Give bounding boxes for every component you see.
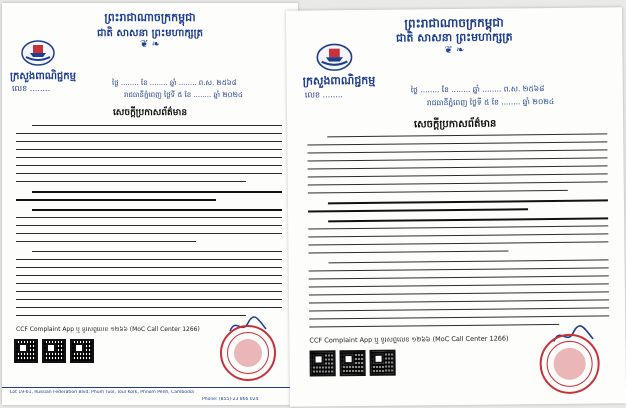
date-solar: រាជធានីភ្នំពេញ ថ្ងៃទី ៥ ខែ ........ ឆ្នាំ ២០២៤ [426,96,555,108]
qr-code-icon [70,339,94,363]
complaint-app-line: CCF Complaint App ឬ ទូរសព្ទលេខ ១២៦៦ (MoC Call Center 1266) [309,334,509,345]
qr-code-icon [14,339,38,363]
reference-number: លេខ ........ [12,84,51,93]
qr-code-icon [309,350,335,376]
footer-phone: Phone: (855)-23 866 024 [202,397,259,402]
ministry-name: ក្រសួងពាណិជ្ជកម្ម [302,73,376,88]
date-solar: រាជធានីភ្នំពេញ ថ្ងៃទី ៥ ខែ ........ ឆ្នាំ ២០២៤ [124,91,243,99]
footer-address: Lot 19-61, Russian Federation Blvd, Phum Tuol, Toul Kork, Phnom Penh, Cambodia [10,390,194,395]
qr-code-icon [339,350,365,376]
complaint-app-line: CCF Complaint App ឬ ទូរសព្ទលេខ ១២៦៦ (MoC Call Center 1266) [16,326,200,333]
ornament-icon: ❦ ❧ [140,39,160,50]
kingdom-heading: ព្រះរាជាណាចក្រកម្ពុជា [104,11,196,24]
motto-heading: ជាតិ សាសនា ព្រះមហាក្សត្រ [395,30,513,45]
qr-code-icon [42,339,66,363]
motto-heading: ជាតិ សាសនា ព្រះមហាក្សត្រ [97,28,203,39]
official-seal-icon [220,325,276,381]
reference-number: លេខ ........ [304,90,343,100]
date-lunar: ថ្ងៃ ........ ខែ ........ ឆ្នាំ ........ ព.ស. ២៥៦៨ [410,84,545,95]
qr-code-icon [369,350,395,376]
ministry-logo-icon [20,39,56,67]
body-text-lines [286,7,622,11]
document-page-right [286,7,626,406]
ornament-icon: ❦ ❧ [444,44,465,57]
ministry-logo-icon [314,42,354,72]
document-title: សេចក្ដីប្រកាសព័ត៌មាន [112,108,188,118]
official-seal-icon [539,334,600,395]
document-page-left [2,3,298,405]
date-lunar: ថ្ងៃ ........ ខែ ........ ឆ្នាំ ........ ព.ស. ២៥៦៨ [112,79,237,87]
document-title: សេចក្ដីប្រកាសព័ត៌មាន [413,118,497,131]
ministry-name: ក្រសួងពាណិជ្ជកម្ម [10,71,76,82]
kingdom-heading: ព្រះរាជាណាចក្រកម្ពុជា [404,15,504,31]
